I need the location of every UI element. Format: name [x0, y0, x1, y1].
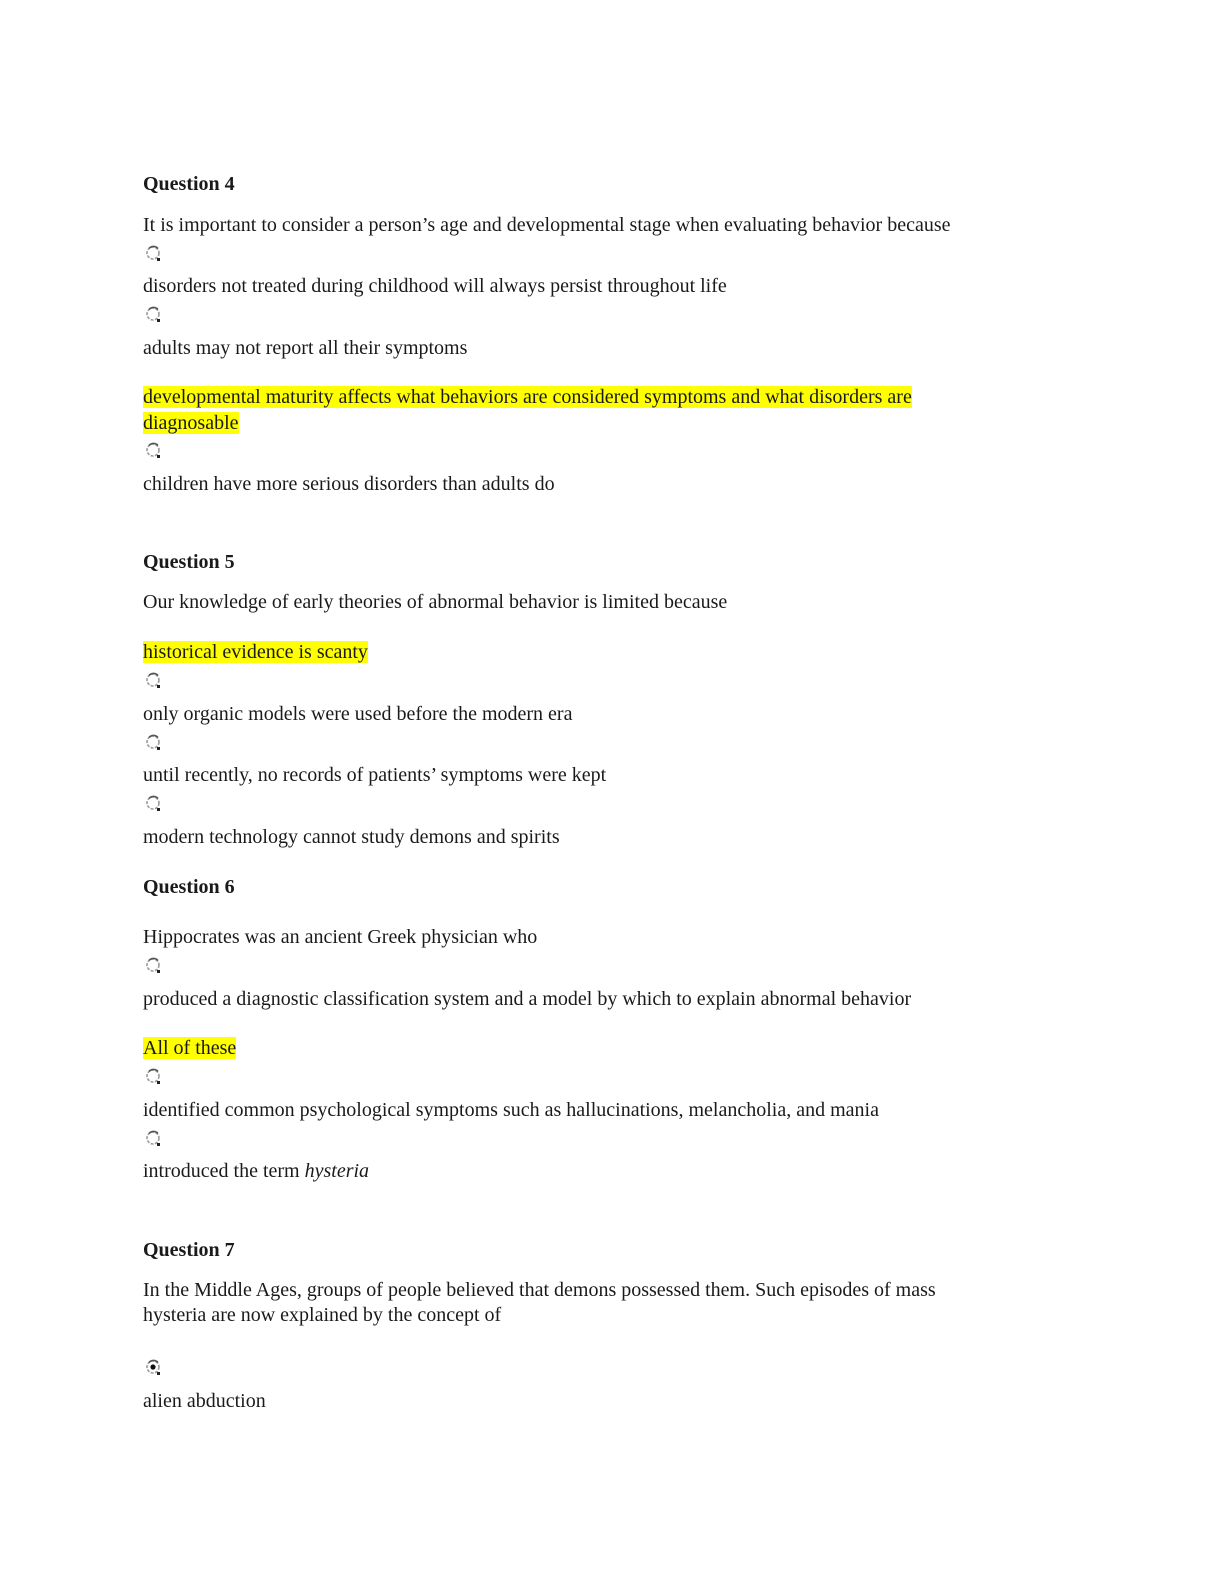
highlighted-answer-cont	[143, 410, 239, 436]
option-text: children have more serious disorders than adults do	[143, 473, 555, 495]
highlighted-answer	[143, 384, 912, 410]
radio-button-icon[interactable]	[145, 957, 163, 975]
option-text-plain: introduced the term	[143, 1160, 305, 1182]
radio-button-icon[interactable]	[145, 672, 163, 690]
question-7-prompt-line-2: hysteria are now explained by the concept of	[143, 1304, 502, 1326]
highlight-line-2: diagnosable	[143, 412, 239, 434]
question-7-prompt-line-1: In the Middle Ages, groups of people believed that demons possessed them. Such episodes of mass	[143, 1279, 936, 1301]
question-7-title: Question 7	[143, 1239, 235, 1261]
question-4-title: Question 4	[143, 173, 235, 195]
option-text: adults may not report all their symptoms	[143, 337, 468, 359]
radio-button-icon[interactable]	[145, 306, 163, 324]
highlighted-answer	[143, 1035, 236, 1061]
highlight-line: historical evidence is scanty	[143, 641, 368, 663]
question-5-prompt: Our knowledge of early theories of abnormal behavior is limited because	[143, 591, 728, 613]
question-5-title: Question 5	[143, 551, 235, 573]
highlighted-answer	[143, 639, 368, 665]
radio-button-icon[interactable]	[145, 795, 163, 813]
radio-button-icon[interactable]	[145, 734, 163, 752]
radio-button-icon[interactable]	[145, 442, 163, 460]
radio-button-icon[interactable]	[145, 1068, 163, 1086]
radio-button-selected-icon[interactable]	[145, 1359, 163, 1377]
highlight-line-1: developmental maturity affects what behaviors are considered symptoms and what disorders are	[143, 386, 912, 408]
option-text: until recently, no records of patients’ symptoms were kept	[143, 764, 607, 786]
radio-button-icon[interactable]	[145, 245, 163, 263]
radio-button-icon[interactable]	[145, 1130, 163, 1148]
option-text: only organic models were used before the modern era	[143, 703, 573, 725]
option-text	[143, 1158, 369, 1184]
option-text: alien abduction	[143, 1390, 266, 1412]
question-4-prompt: It is important to consider a person’s age and developmental stage when evaluating behavior because	[143, 214, 951, 236]
option-text: disorders not treated during childhood will always persist throughout life	[143, 275, 727, 297]
highlight-line: All of these	[143, 1037, 237, 1059]
question-6-title: Question 6	[143, 876, 235, 898]
option-text: produced a diagnostic classification system and a model by which to explain abnormal behavior	[143, 988, 912, 1010]
option-text: modern technology cannot study demons and spirits	[143, 826, 560, 848]
question-6-prompt: Hippocrates was an ancient Greek physician who	[143, 926, 538, 948]
option-text-italic: hysteria	[304, 1160, 370, 1182]
option-text: identified common psychological symptoms such as hallucinations, melancholia, and mania	[143, 1099, 879, 1121]
